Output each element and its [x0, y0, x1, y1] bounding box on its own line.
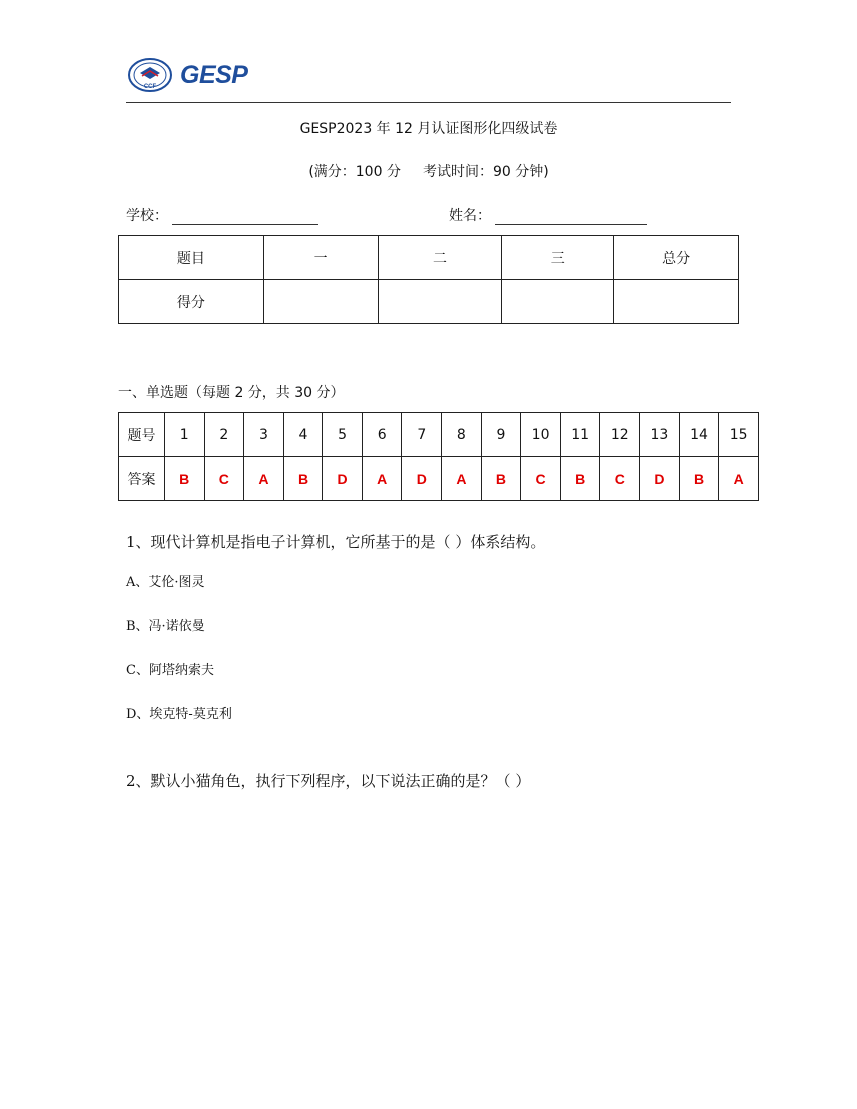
score-table-row — [119, 280, 739, 324]
school-label: 学校： — [126, 208, 168, 224]
question-number: 6 — [362, 413, 402, 457]
answer-cell: D — [640, 457, 680, 501]
question-1-option-a[interactable]: A、艾伦·图灵 — [126, 575, 205, 590]
exam-title: GESP2023 年 12 月认证图形化四级试卷 — [299, 121, 558, 137]
score-header-cell: 一 — [263, 236, 378, 280]
question-number: 5 — [323, 413, 363, 457]
question-number: 14 — [679, 413, 719, 457]
name-label: 姓名： — [449, 208, 491, 224]
question-1-option-d[interactable]: D、埃克特-莫克利 — [126, 707, 232, 722]
name-blank[interactable] — [495, 210, 647, 225]
svg-text:CCF: CCF — [143, 84, 157, 90]
question-number: 7 — [402, 413, 442, 457]
answer-cell: C — [521, 457, 561, 501]
score-header-cell: 二 — [378, 236, 502, 280]
row-label: 题号 — [119, 413, 165, 457]
question-1-stem: 1、现代计算机是指电子计算机，它所基于的是（ ）体系结构。 — [126, 533, 546, 551]
answer-cell: A — [719, 457, 759, 501]
question-1-option-b[interactable]: B、冯·诺依曼 — [126, 619, 205, 634]
score-header-cell: 总分 — [614, 236, 739, 280]
score-cell[interactable] — [263, 280, 378, 324]
question-number: 2 — [204, 413, 244, 457]
score-cell[interactable] — [378, 280, 502, 324]
score-cell[interactable] — [614, 280, 739, 324]
score-row-label: 得分 — [119, 280, 264, 324]
question-2-stem: 2、默认小猫角色，执行下列程序，以下说法正确的是？（ ） — [126, 772, 531, 790]
question-number: 12 — [600, 413, 640, 457]
answer-cell: D — [402, 457, 442, 501]
header-rule — [126, 102, 731, 103]
school-blank[interactable] — [172, 210, 318, 225]
school-field — [126, 205, 318, 225]
gesp-logo — [128, 58, 268, 94]
answer-cell: D — [323, 457, 363, 501]
exam-time: 考试时间：90 分钟) — [422, 164, 549, 180]
score-header-cell: 三 — [502, 236, 614, 280]
answer-cell: B — [679, 457, 719, 501]
score-table — [118, 235, 739, 324]
question-number: 8 — [442, 413, 482, 457]
name-field — [449, 205, 647, 225]
question-number: 1 — [164, 413, 204, 457]
answer-cell: B — [481, 457, 521, 501]
answer-table — [118, 412, 759, 501]
question-number: 3 — [244, 413, 284, 457]
answer-cell: A — [362, 457, 402, 501]
answer-cell: A — [244, 457, 284, 501]
answer-row — [119, 457, 759, 501]
answer-cell: B — [560, 457, 600, 501]
row-label: 答案 — [119, 457, 165, 501]
question-number: 9 — [481, 413, 521, 457]
question-number: 15 — [719, 413, 759, 457]
answer-cell: C — [204, 457, 244, 501]
score-cell[interactable] — [502, 280, 614, 324]
score-header-cell: 题目 — [119, 236, 264, 280]
question-number: 4 — [283, 413, 323, 457]
answer-cell: A — [442, 457, 482, 501]
gesp-wordmark: GESP — [180, 61, 248, 89]
question-1-option-c[interactable]: C、阿塔纳索夫 — [126, 663, 214, 678]
answer-cell: B — [283, 457, 323, 501]
exam-subtitle — [0, 161, 857, 181]
question-number: 11 — [560, 413, 600, 457]
question-number: 10 — [521, 413, 561, 457]
answer-cell: B — [164, 457, 204, 501]
full-score: (满分：100 分 — [308, 164, 401, 180]
answer-number-row — [119, 413, 759, 457]
ccf-seal-icon — [128, 58, 172, 92]
section-title: 一、单选题（每题 2 分，共 30 分） — [118, 385, 345, 401]
question-number: 13 — [640, 413, 680, 457]
score-table-header-row — [119, 236, 739, 280]
answer-cell: C — [600, 457, 640, 501]
